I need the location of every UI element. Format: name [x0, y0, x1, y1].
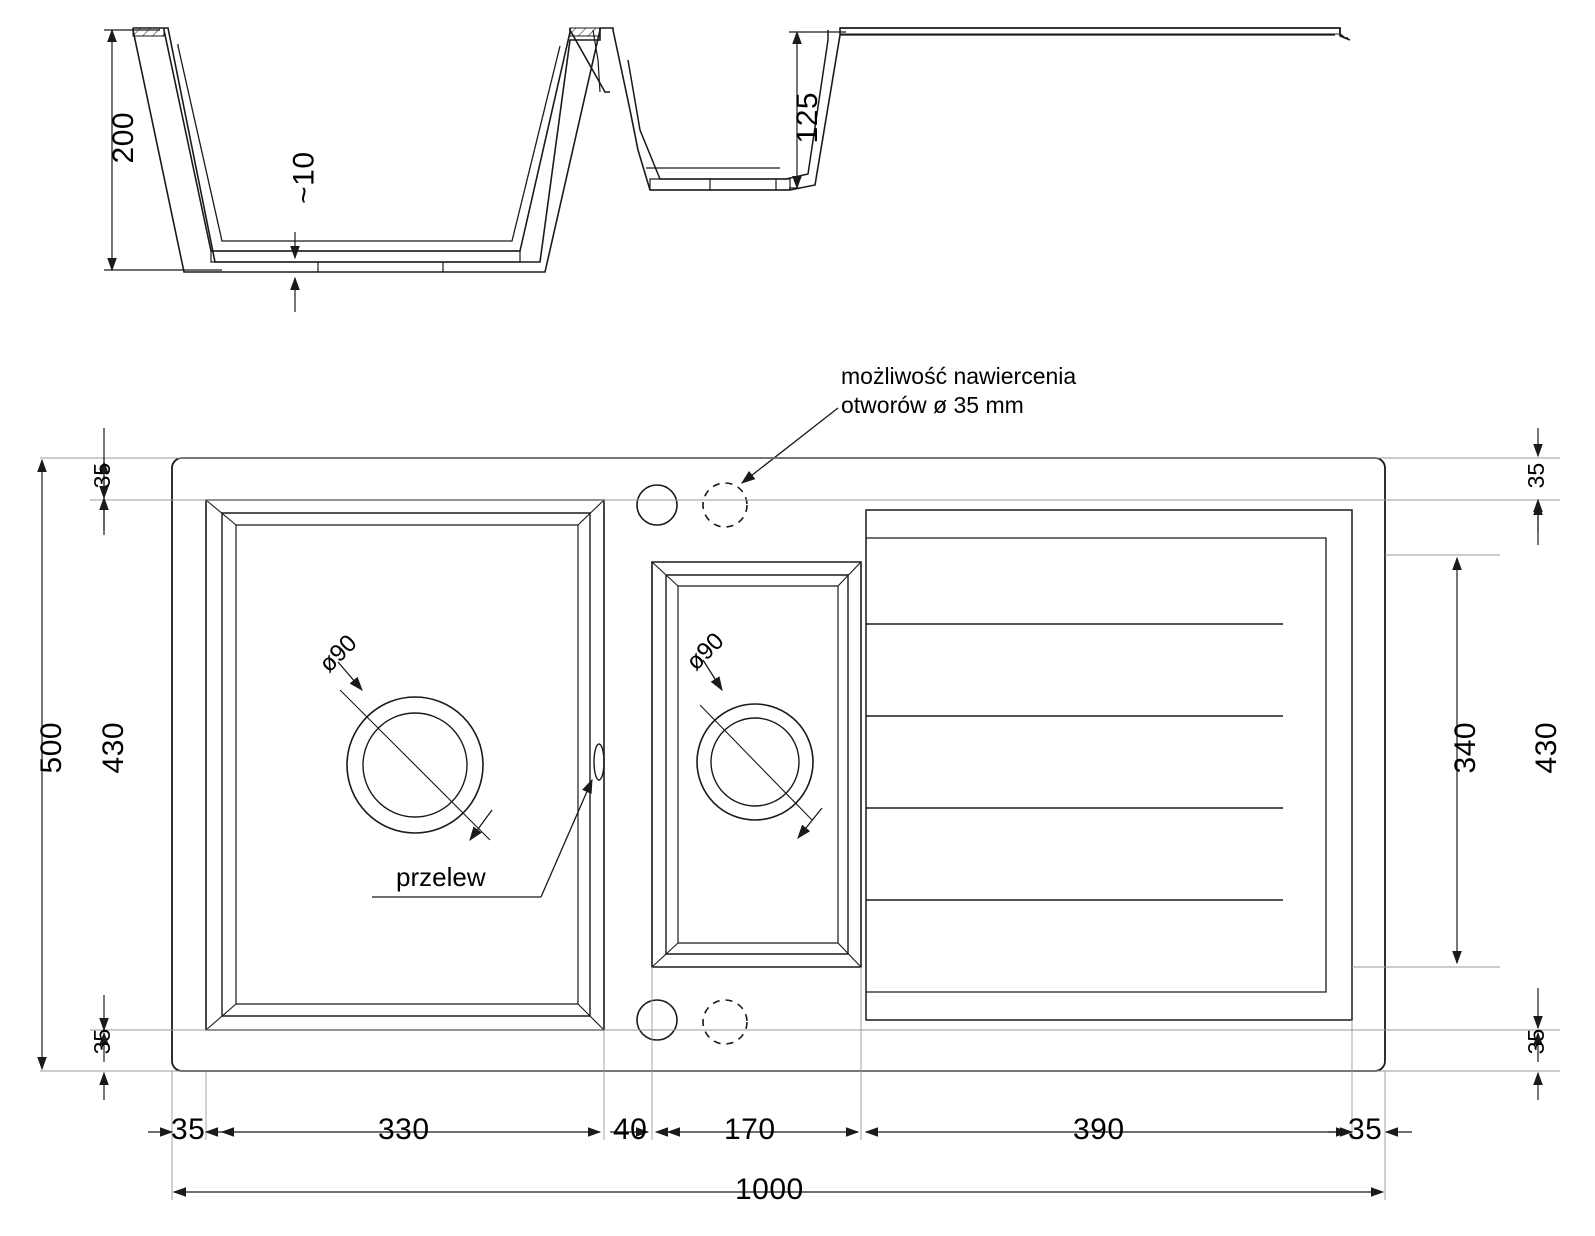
tap-hole-optional-bottom [703, 1000, 747, 1044]
dim-label-right-margin: 35 [1348, 1113, 1383, 1146]
tap-hole-optional-top [703, 483, 747, 527]
tap-hole-note-line1: możliwość nawiercenia [841, 363, 1077, 389]
dim-label-overall-depth: 500 [35, 721, 69, 774]
dim-label-small-bowl-width: 170 [724, 1113, 776, 1146]
overflow-label: przelew [396, 862, 486, 892]
dim-label-top-margin: 35 [89, 462, 116, 489]
plan-view-group [40, 408, 1560, 1200]
dim-label-overall-width: 1000 [735, 1173, 804, 1206]
dim-label-main-bowl-width: 330 [378, 1113, 430, 1146]
dim-label-wall-thickness: ~10 [287, 151, 321, 204]
dim-label-bowl-height: 430 [97, 721, 131, 774]
dim-label-bottom-margin-right: 35 [1523, 1028, 1550, 1055]
tap-holes [637, 483, 747, 1044]
dim-label-left-margin: 35 [171, 1113, 206, 1146]
dim-label-drainer-width: 390 [1073, 1113, 1125, 1146]
dim-label-top-margin-right: 35 [1523, 462, 1550, 489]
dim-label-200: 200 [107, 111, 141, 164]
tap-hole-bottom [637, 1000, 677, 1040]
dim-label-bowl-gap: 40 [613, 1113, 648, 1146]
dim-label-drainer-height: 430 [1530, 721, 1564, 774]
leader-drain-left [338, 662, 492, 840]
overflow-slot [594, 744, 604, 780]
tap-hole-note-line2: otworów ø 35 mm [841, 392, 1024, 418]
drain-left-label: ø90 [314, 629, 363, 678]
dim-label-drainer-inner-height: 340 [1449, 721, 1483, 774]
tap-hole-main [637, 485, 677, 525]
dim-label-bottom-margin: 35 [89, 1028, 116, 1055]
drainer [866, 510, 1352, 1020]
dim-label-125: 125 [791, 91, 825, 144]
main-bowl [206, 500, 604, 1030]
small-bowl [652, 562, 861, 967]
small-bowl-section [570, 28, 1350, 190]
extension-lines [40, 458, 1560, 1200]
sink-outline [172, 458, 1385, 1071]
leader-tap-note [742, 408, 838, 483]
drain-right-label: ø90 [681, 627, 730, 676]
